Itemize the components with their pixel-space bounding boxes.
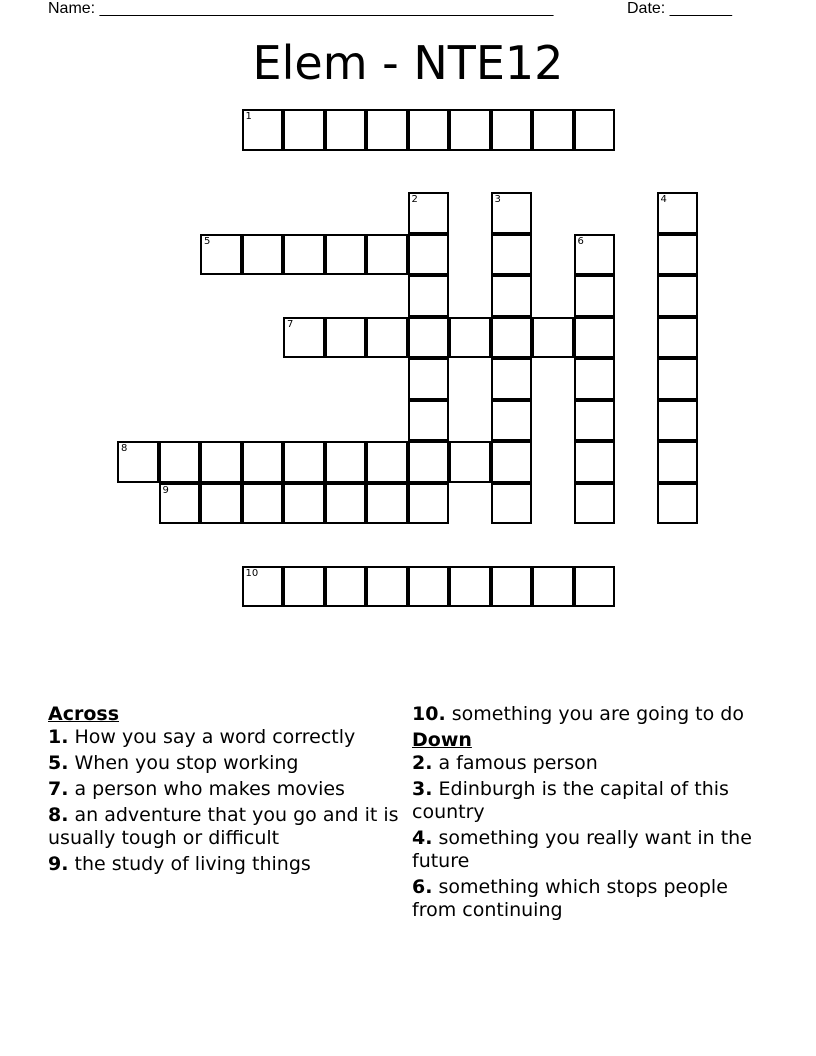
across-heading: Across	[48, 703, 120, 725]
grid-cell[interactable]	[366, 441, 408, 483]
clue-number: 4	[660, 194, 667, 205]
page-title: Elem - NTE12	[252, 36, 564, 90]
grid-cell[interactable]	[366, 483, 408, 525]
clue-down-4: 4. something you really want in the future	[412, 827, 752, 872]
grid-cell[interactable]	[283, 441, 325, 483]
grid-cell[interactable]	[366, 317, 408, 359]
grid-cell[interactable]	[449, 566, 491, 608]
grid-cell[interactable]	[532, 566, 574, 608]
grid-cell[interactable]	[657, 441, 699, 483]
grid-cell[interactable]	[408, 566, 450, 608]
grid-cell[interactable]	[283, 483, 325, 525]
clue-number: 5	[204, 235, 211, 247]
grid-cell[interactable]	[159, 483, 201, 525]
grid-cell[interactable]	[200, 483, 242, 525]
grid-cell[interactable]	[325, 483, 367, 525]
grid-cell[interactable]	[491, 358, 533, 400]
grid-cell[interactable]	[491, 234, 533, 276]
grid-cell[interactable]	[325, 317, 367, 359]
grid-cell[interactable]	[283, 109, 325, 151]
grid-cell[interactable]	[200, 441, 242, 483]
grid-cell[interactable]	[657, 358, 699, 400]
grid-cell[interactable]	[283, 317, 325, 359]
grid-cell[interactable]	[283, 566, 325, 608]
clues-left-column	[48, 703, 408, 879]
grid-cell[interactable]	[532, 109, 574, 151]
grid-cell[interactable]	[366, 234, 408, 276]
clue-number: 1	[245, 111, 252, 122]
clue-across-8: 8. an adventure that you go and it is usually tough or difficult	[48, 804, 399, 849]
clue-number: 6	[577, 235, 584, 247]
clues-right-column	[412, 703, 757, 925]
grid-cell[interactable]	[408, 109, 450, 151]
grid-cell[interactable]	[408, 358, 450, 400]
grid-cell[interactable]	[657, 275, 699, 317]
grid-cell[interactable]	[408, 234, 450, 276]
grid-cell[interactable]	[574, 358, 616, 400]
grid-cell[interactable]	[325, 109, 367, 151]
grid-cell[interactable]	[491, 317, 533, 359]
grid-cell[interactable]	[491, 109, 533, 151]
clue-down-2: 2. a famous person	[412, 752, 598, 774]
grid-cell[interactable]	[408, 483, 450, 525]
grid-cell[interactable]	[449, 109, 491, 151]
grid-cell[interactable]	[283, 234, 325, 276]
grid-cell[interactable]	[657, 317, 699, 359]
clue-number: 8	[121, 443, 128, 454]
clue-across-1: 1. How you say a word correctly	[48, 726, 356, 748]
grid-cell[interactable]	[408, 400, 450, 442]
grid-cell[interactable]	[574, 483, 616, 525]
clue-number: 3	[494, 194, 501, 205]
grid-cell[interactable]	[574, 566, 616, 608]
grid-cell[interactable]	[325, 234, 367, 276]
grid-cell[interactable]	[242, 483, 284, 525]
grid-cell[interactable]	[574, 400, 616, 442]
clue-number: 2	[411, 194, 418, 205]
grid-cell[interactable]	[574, 109, 616, 151]
grid-cell[interactable]	[366, 566, 408, 608]
clue-down-3: 3. Edinburgh is the capital of this country	[412, 778, 729, 823]
grid-cell[interactable]	[325, 566, 367, 608]
clue-number: 7	[287, 318, 294, 330]
grid-cell[interactable]	[491, 483, 533, 525]
grid-cell[interactable]	[491, 441, 533, 483]
name-field[interactable]: Name: ___________________________________________________	[48, 0, 554, 17]
date-field[interactable]: Date: _______	[627, 0, 732, 17]
grid-cell[interactable]	[159, 441, 201, 483]
grid-cell[interactable]	[657, 400, 699, 442]
grid-cell[interactable]	[242, 234, 284, 276]
grid-cell[interactable]	[491, 192, 533, 234]
grid-cell[interactable]	[574, 441, 616, 483]
grid-cell[interactable]	[574, 317, 616, 359]
grid-cell[interactable]	[449, 441, 491, 483]
clue-across-5: 5. When you stop working	[48, 752, 299, 774]
grid-cell[interactable]	[242, 441, 284, 483]
grid-cell[interactable]	[491, 566, 533, 608]
grid-cell[interactable]	[366, 109, 408, 151]
grid-cell[interactable]	[657, 483, 699, 525]
clue-down-6: 6. something which stops people from continuing	[412, 876, 728, 921]
grid-cell[interactable]	[574, 275, 616, 317]
clue-number: 9	[162, 484, 169, 496]
clue-number: 10	[245, 567, 259, 579]
grid-cell[interactable]	[532, 317, 574, 359]
clue-across-10: 10. something you are going to do	[412, 703, 744, 725]
grid-cell[interactable]	[408, 441, 450, 483]
grid-cell[interactable]	[491, 400, 533, 442]
grid-cell[interactable]	[325, 441, 367, 483]
grid-cell[interactable]	[242, 109, 284, 151]
grid-cell[interactable]	[117, 441, 159, 483]
grid-cell[interactable]	[200, 234, 242, 276]
grid-cell[interactable]	[657, 192, 699, 234]
grid-cell[interactable]	[449, 317, 491, 359]
grid-cell[interactable]	[491, 275, 533, 317]
grid-cell[interactable]	[242, 566, 284, 608]
grid-cell[interactable]	[657, 234, 699, 276]
down-heading: Down	[412, 729, 472, 751]
grid-cell[interactable]	[408, 275, 450, 317]
clue-across-9: 9. the study of living things	[48, 853, 311, 875]
clue-across-7: 7. a person who makes movies	[48, 778, 345, 800]
grid-cell[interactable]	[574, 234, 616, 276]
grid-cell[interactable]	[408, 317, 450, 359]
grid-cell[interactable]	[408, 192, 450, 234]
